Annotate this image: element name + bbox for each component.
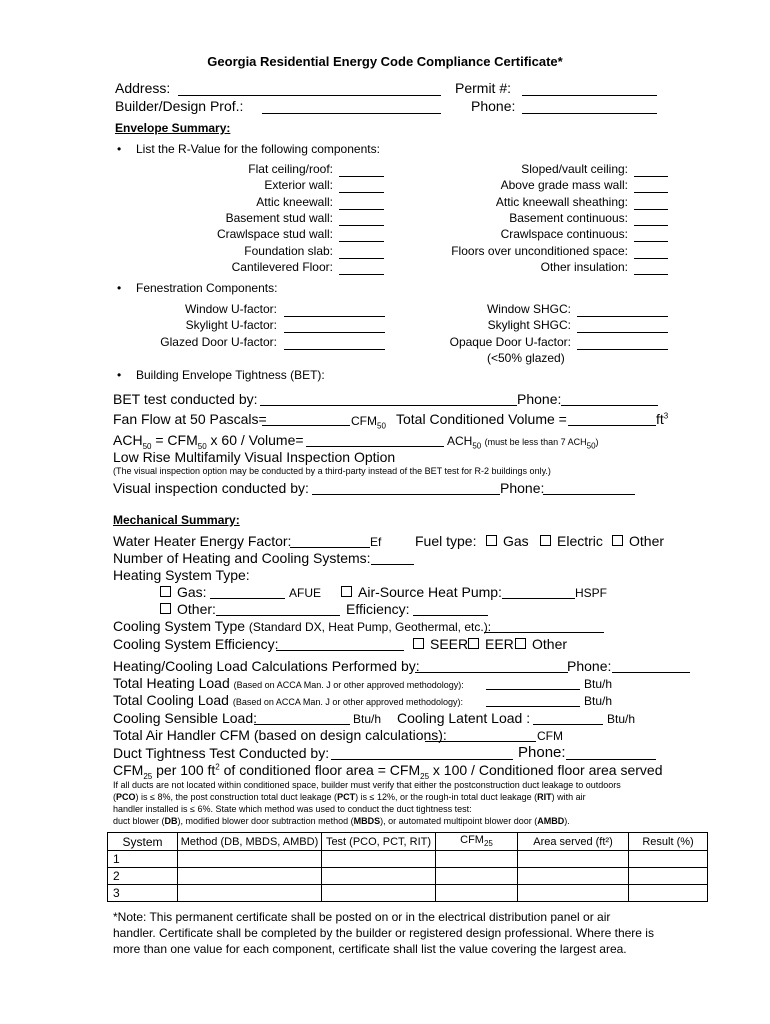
fen-label-window-shgc: Window SHGC: [486,302,571,316]
envelope-heading: Envelope Summary: [115,121,231,135]
load-calc-label: Heating/Cooling Load Calculations Performed by: [113,658,420,674]
rvalue-field-exterior-wall[interactable] [339,192,384,193]
total-heating-label: Total Heating Load (Based on ACCA Man. J or other approved methodology): [113,675,464,691]
num-systems-field[interactable] [371,564,414,565]
efficiency-field[interactable] [413,615,488,616]
load-calc-phone-field[interactable] [612,672,690,673]
rvalue-field-crawlspace-stud-wall[interactable] [339,241,384,242]
latent-btuh-unit: Btu/h [607,712,636,726]
efficiency-label: Efficiency: [346,601,410,617]
bullet-3: • [117,368,122,382]
table-header-test: Test (PCO, PCT, RIT) [322,833,436,851]
table-cell-method[interactable] [178,868,322,885]
air-source-field[interactable] [502,598,575,599]
rvalue-field-cantilevered-floor[interactable] [339,274,384,275]
ach-result: $ACH_{50}$ (must be less than 7 $ACH_{50}$) [447,434,599,451]
hspf-unit: HSPF [575,586,608,600]
builder-label: Builder/Design Prof.: [115,98,244,114]
rvalue-label-flat-ceiling-roof: Flat ceiling/roof: [248,162,333,176]
rvalue-field-basement-stud-wall[interactable] [339,225,384,226]
fuel-other-checkbox[interactable] [612,535,623,546]
cooling-btuh-unit: Btu/h [584,694,613,708]
visual-inspection-field[interactable] [312,494,500,495]
rvalue-label-attic-kneewall-sheathing: Attic kneewall sheathing: [495,194,628,209]
duct-test-field[interactable] [331,759,513,760]
table-cell-cfm25[interactable] [436,885,518,902]
rvalue-field-attic-kneewall[interactable] [339,209,384,210]
air-handler-field[interactable] [425,741,536,742]
low-rise-heading: Low Rise Multifamily Visual Inspection Option [113,449,396,465]
total-heating-field[interactable] [486,689,580,690]
rvalue-label-basement-continuous: Basement continuous: [509,210,628,225]
fen-field-skylight-u-factor[interactable] [284,332,385,333]
table-cell-method[interactable] [178,851,322,868]
fuel-type-label: Fuel type: [415,533,477,549]
duct-paragraph-1: If all ducts are not located within conditioned space, builder must verify that either the postconstruction duct leakage to outdoors [113,780,621,790]
table-cell-cfm25[interactable] [436,851,518,868]
note-line-2: handler. Certificate shall be completed by the builder or registered design professional. Where there is [113,926,654,940]
air-handler-label: Total Air Handler CFM (based on design calculations): [113,727,447,743]
note-line-3: more than one value for each component, certificate shall list the value covering the largest area. [113,942,627,956]
duct-phone-label: Phone: [518,744,566,761]
cooling-other-checkbox[interactable] [515,638,526,649]
cooling-type-field[interactable] [484,632,604,633]
table-header-method: Method (DB, MBDS, AMBD) [178,833,322,851]
note-line-1: *Note: This permanent certificate shall be posted on or in the electrical distribution panel or air [113,910,611,924]
rvalue-label-crawlspace-continuous: Crawlspace continuous: [500,227,628,242]
table-cell-area[interactable] [518,885,629,902]
table-header-cfm25: $CFM_{25}$ [436,833,518,851]
rvalue-label-other-insulation: Other insulation: [540,259,628,274]
rvalue-field-flat-ceiling-roof[interactable] [339,176,384,177]
heating-gas-checkbox[interactable] [160,586,171,597]
heating-other-checkbox[interactable] [160,603,171,614]
table-row [108,885,708,902]
water-heater-label: Water Heater Energy Factor: [113,533,292,549]
ft3-unit: $ft^3$ [656,411,669,427]
seer-label: SEER [430,636,469,652]
table-cell-result[interactable] [629,851,708,868]
visual-inspection-label: Visual inspection conducted by: [113,480,309,496]
water-heater-field[interactable] [290,547,370,548]
permit-field[interactable] [522,95,657,96]
fuel-gas-checkbox[interactable] [486,535,497,546]
rvalue-field-foundation-slab[interactable] [339,258,384,259]
table-row [108,868,708,885]
bullet-1: • [117,142,122,156]
total-cooling-field[interactable] [486,706,580,707]
cfm25-formula: $CFM_{25}$ per 100 $ft^2$ of conditioned floor area = $CFM_{25}$ x 100 / Conditioned floor area served [113,762,663,781]
sensible-btuh-unit: Btu/h [353,712,382,726]
rvalue-instruction: List the R-Value for the following components: [136,142,380,156]
rvalue-label-cantilevered-floor: Cantilevered Floor: [231,259,333,274]
table-cell-cfm25[interactable] [436,868,518,885]
visual-phone-label: Phone: [500,480,545,496]
fenestration-heading: Fenestration Components: [136,281,278,295]
visual-inspection-note: (The visual inspection option may be conducted by a third-party instead of the BET test for R-2 buildings only.) [113,466,551,476]
table-cell-area[interactable] [518,851,629,868]
rvalue-label-attic-kneewall: Attic kneewall: [256,194,333,209]
duct-phone-field[interactable] [566,759,656,760]
table-row-number: 2 [108,868,178,885]
duct-paragraph-3: handler installed is ≤ 6%. State which method was used to conduct the duct tightness test: [113,804,472,814]
table-cell-result[interactable] [629,868,708,885]
duct-paragraph-2: (PCO) is ≤ 8%, the post construction total duct leakage (PCT) is ≤ 12%, or the rough-in total duct leakage (RIT) with air [113,792,586,802]
rvalue-label-basement-stud-wall: Basement stud wall: [225,210,333,225]
air-source-label: Air-Source Heat Pump: [358,584,502,600]
heating-gas-label: Gas: [177,584,207,600]
duct-paragraph-4: duct blower (DB), modified blower door subtraction method (MBDS), or automated multipoint blower door (AMBD). [113,816,570,826]
rvalue-field-sloped-vault-ceiling[interactable] [634,176,668,177]
builder-field[interactable] [262,113,441,114]
bet-phone-label: Phone: [517,391,562,407]
load-calc-phone-label: Phone: [567,658,612,674]
table-cell-test[interactable] [322,851,436,868]
table-cell-area[interactable] [518,868,629,885]
fen-label-opaque-door-u-factor: Opaque Door U-factor: [449,334,571,349]
table-header-area: Area served (ft²) [518,833,629,851]
table-cell-test[interactable] [322,885,436,902]
heating-other-field[interactable] [216,615,340,616]
bet-conducted-field[interactable] [260,405,517,406]
latent-load-label: Cooling Latent Load : [397,710,531,726]
fuel-gas-label: Gas [503,533,529,549]
address-label: Address: [115,80,171,96]
bet-conducted-label: BET test conducted by: [113,391,258,407]
rvalue-field-floors-over-unconditioned-space[interactable] [634,258,668,259]
table-cell-test[interactable] [322,868,436,885]
phone-field[interactable] [522,113,657,114]
rvalue-label-foundation-slab: Foundation slab: [244,243,333,258]
num-systems-label: Number of Heating and Cooling Systems: [113,550,371,566]
fan-flow-field[interactable] [262,425,350,426]
cooling-efficiency-label: Cooling System Efficiency: [113,636,279,652]
rvalue-label-exterior-wall: Exterior wall: [264,178,333,193]
table-header-system: System [108,833,178,851]
table-header-row [108,833,708,851]
fen-label-window-u-factor: Window U-factor: [184,302,277,316]
fen-field-window-shgc[interactable] [577,316,668,317]
visual-phone-field[interactable] [543,494,635,495]
glazed-note: (<50% glazed) [487,351,565,365]
heating-gas-field[interactable] [210,598,285,599]
cooling-type-label: Cooling System Type (Standard DX, Heat Pump, Geothermal, etc.): [113,618,492,634]
rvalue-label-sloped-vault-ceiling: Sloped/vault ceiling: [521,162,628,176]
bet-phone-field[interactable] [561,405,658,406]
rvalue-field-basement-continuous[interactable] [634,225,668,226]
fen-field-glazed-door-u-factor[interactable] [284,349,385,350]
fen-label-skylight-shgc: Skylight SHGC: [487,318,571,333]
rvalue-label-above-grade-mass-wall: Above grade mass wall: [500,178,628,193]
table-header-result: Result (%) [629,833,708,851]
address-field[interactable] [178,95,441,96]
fen-label-glazed-door-u-factor: Glazed Door U-factor: [160,334,277,349]
rvalue-field-attic-kneewall-sheathing[interactable] [634,209,668,210]
fan-flow-label: Fan Flow at 50 Pascals= [113,411,267,427]
sensible-load-label: Cooling Sensible Load: [113,710,257,726]
ach-field[interactable] [306,446,444,447]
rvalue-field-crawlspace-continuous[interactable] [634,241,668,242]
seer-checkbox[interactable] [413,638,424,649]
page-title: Georgia Residential Energy Code Compliance Certificate* [207,54,563,69]
cooling-efficiency-field[interactable] [276,650,404,651]
rvalue-field-above-grade-mass-wall[interactable] [634,192,668,193]
fuel-electric-checkbox[interactable] [540,535,551,546]
rvalue-field-other-insulation[interactable] [634,274,668,275]
fen-field-opaque-door-u-factor[interactable] [577,349,668,350]
rvalue-label-crawlspace-stud-wall: Crawlspace stud wall: [216,227,333,242]
eer-checkbox[interactable] [468,638,479,649]
afue-unit: AFUE [289,586,322,600]
bet-heading: Building Envelope Tightness (BET): [136,368,325,382]
heating-type-label: Heating System Type: [113,567,250,583]
ef-unit: Ef [370,535,382,549]
latent-load-field[interactable] [533,724,603,725]
load-calc-field[interactable] [415,672,568,673]
mechanical-heading: Mechanical Summary: [113,513,240,527]
heating-btuh-unit: Btu/h [584,677,613,691]
eer-label: EER [485,636,514,652]
cfm50-unit: $CFM_{50}$ [351,414,386,431]
total-volume-field[interactable] [568,425,656,426]
cooling-other-label: Other [532,636,568,652]
duct-test-table [107,832,708,902]
total-cooling-label: Total Cooling Load (Based on ACCA Man. J or other approved methodology): [113,692,464,708]
table-row-number: 1 [108,851,178,868]
air-handler-cfm-unit: CFM [537,729,563,743]
heating-other-label: Other: [177,601,216,617]
permit-label: Permit #: [455,80,512,96]
table-row-number: 3 [108,885,178,902]
phone-label: Phone: [471,98,516,114]
ach-formula: $ACH_{50} = CFM_{50}$ x 60 / Volume= [113,432,304,451]
bullet-2: • [117,281,122,295]
fuel-electric-label: Electric [557,533,603,549]
fuel-other-label: Other [629,533,665,549]
total-volume-label: Total Conditioned Volume = [396,411,567,427]
sensible-load-field[interactable] [254,724,350,725]
fen-field-skylight-shgc[interactable] [577,332,668,333]
fen-field-window-u-factor[interactable] [284,316,385,317]
table-cell-method[interactable] [178,885,322,902]
table-cell-result[interactable] [629,885,708,902]
rvalue-label-floors-over-unconditioned-space: Floors over unconditioned space: [451,243,628,258]
air-source-checkbox[interactable] [341,586,352,597]
fen-label-skylight-u-factor: Skylight U-factor: [185,318,277,333]
duct-test-label: Duct Tightness Test Conducted by: [113,745,330,761]
table-row [108,851,708,868]
